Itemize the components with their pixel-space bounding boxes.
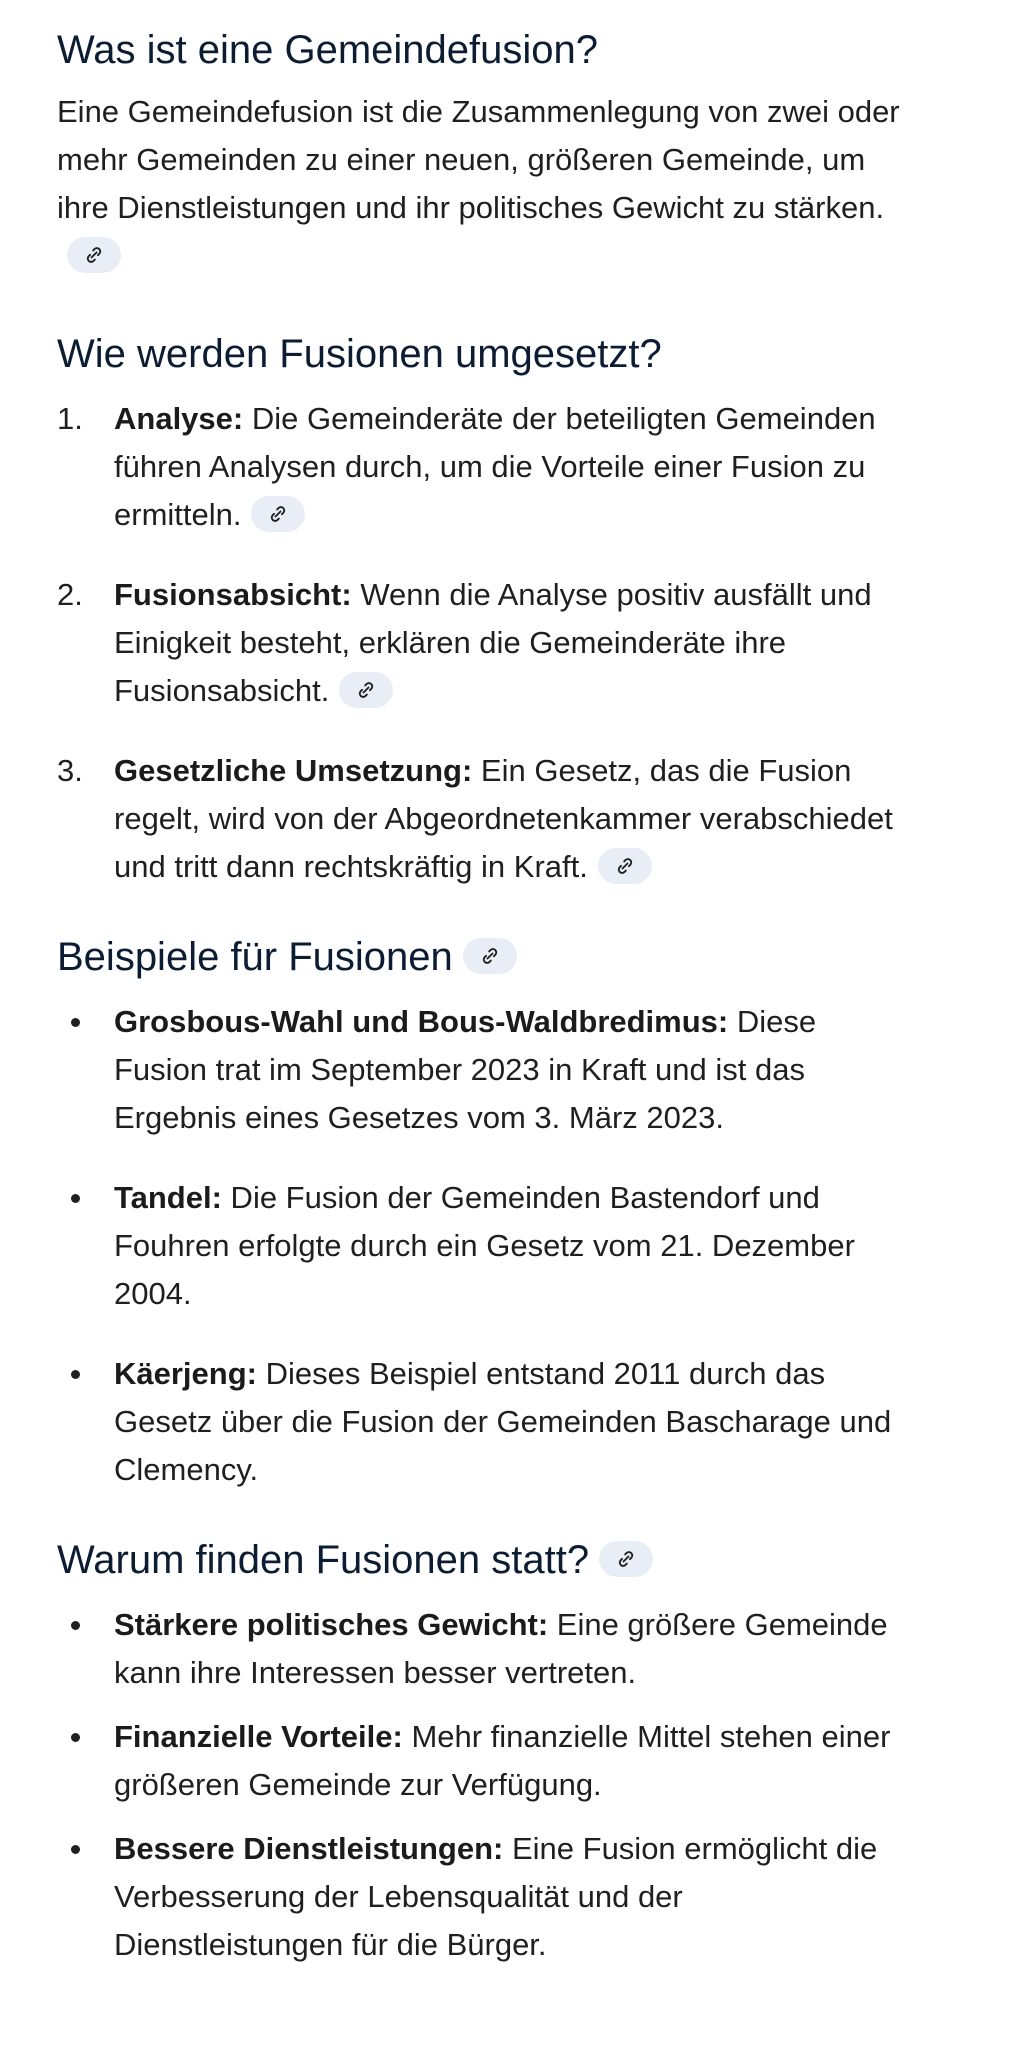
section-heading-reasons [57, 1532, 907, 1588]
bullet-marker [71, 1370, 80, 1379]
bullet-marker [71, 1018, 80, 1027]
bullet-marker [71, 1733, 80, 1742]
section-heading-text: Beispiele für Fusionen [57, 935, 453, 979]
item-text: Diese Fusion trat im September 2023 in Kraft und ist das Ergebnis eines Gesetzes vom 3. März 2023. [114, 1004, 817, 1135]
list-item [57, 1601, 907, 1697]
link-icon [480, 946, 500, 966]
list-item [57, 747, 907, 891]
item-text: Eine größere Gemeinde kann ihre Interessen besser vertreten. [114, 1607, 888, 1690]
source-link-chip[interactable] [599, 1541, 653, 1577]
list-item [57, 395, 907, 539]
source-link-chip[interactable] [251, 496, 305, 532]
link-icon [84, 245, 104, 265]
list-item [57, 1174, 907, 1318]
item-label: Fusionsabsicht: [114, 577, 352, 612]
link-icon [268, 504, 288, 524]
item-text: Mehr finanzielle Mittel stehen einer größeren Gemeinde zur Verfügung. [114, 1719, 891, 1802]
item-text: Eine Fusion ermöglicht die Verbesserung der Lebensqualität und der Dienstleistungen für die Bürger. [114, 1831, 878, 1962]
item-label: Grosbous-Wahl und Bous-Waldbredimus: [114, 1004, 729, 1039]
item-label: Analyse: [114, 401, 244, 436]
item-text: Ein Gesetz, das die Fusion regelt, wird von der Abgeordnetenkammer verabschiedet und tritt dann rechtskräftig in Kraft. [114, 753, 893, 884]
source-link-chip[interactable] [67, 237, 121, 273]
list-number: 2. [57, 577, 83, 612]
item-text: Die Gemeinderäte der beteiligten Gemeinden führen Analysen durch, um die Vorteile einer Fusion zu ermitteln. [114, 401, 876, 532]
answer-content [57, 22, 907, 1969]
bullet-marker [71, 1621, 80, 1630]
list-item [57, 571, 907, 715]
source-link-chip[interactable] [463, 938, 517, 974]
section-heading-implementation: Wie werden Fusionen umgesetzt? [57, 332, 662, 376]
section-heading-definition: Was ist eine Gemeindefusion? [57, 28, 599, 72]
list-number: 3. [57, 753, 83, 788]
implementation-steps-list [57, 395, 907, 891]
source-link-chip[interactable] [339, 672, 393, 708]
item-label: Gesetzliche Umsetzung: [114, 753, 473, 788]
source-link-chip[interactable] [598, 848, 652, 884]
bullet-marker [71, 1845, 80, 1854]
item-label: Bessere Dienstleistungen: [114, 1831, 504, 1866]
list-item [57, 1350, 907, 1494]
link-icon [356, 680, 376, 700]
link-icon [615, 856, 635, 876]
list-item [57, 1825, 907, 1969]
item-text: Die Fusion der Gemeinden Bastendorf und Fouhren erfolgte durch ein Gesetz vom 21. Dezember 2004. [114, 1180, 855, 1311]
reasons-list [57, 1601, 907, 1969]
list-item [57, 1713, 907, 1809]
item-text: Dieses Beispiel entstand 2011 durch das Gesetz über die Fusion der Gemeinden Bascharage und Clemency. [114, 1356, 892, 1487]
item-label: Käerjeng: [114, 1356, 257, 1391]
item-label: Finanzielle Vorteile: [114, 1719, 403, 1754]
bullet-marker [71, 1194, 80, 1203]
section-heading-text: Warum finden Fusionen statt? [57, 1538, 590, 1582]
list-item [57, 998, 907, 1142]
section-heading-examples [57, 929, 907, 985]
examples-list [57, 998, 907, 1494]
item-label: Tandel: [114, 1180, 222, 1215]
item-label: Stärkere politisches Gewicht: [114, 1607, 549, 1642]
bottom-fade-overlay [0, 2008, 1027, 2068]
link-icon [616, 1549, 636, 1569]
item-text: Wenn die Analyse positiv ausfällt und Einigkeit besteht, erklären die Gemeinderäte ihre Fusionsabsicht. [114, 577, 872, 708]
definition-paragraph [57, 88, 907, 280]
definition-text: Eine Gemeindefusion ist die Zusammenlegung von zwei oder mehr Gemeinden zu einer neuen, größeren Gemeinde, um ihre Dienstleistungen und ihr politisches Gewicht zu stärken. [57, 94, 900, 225]
list-number: 1. [57, 401, 83, 436]
